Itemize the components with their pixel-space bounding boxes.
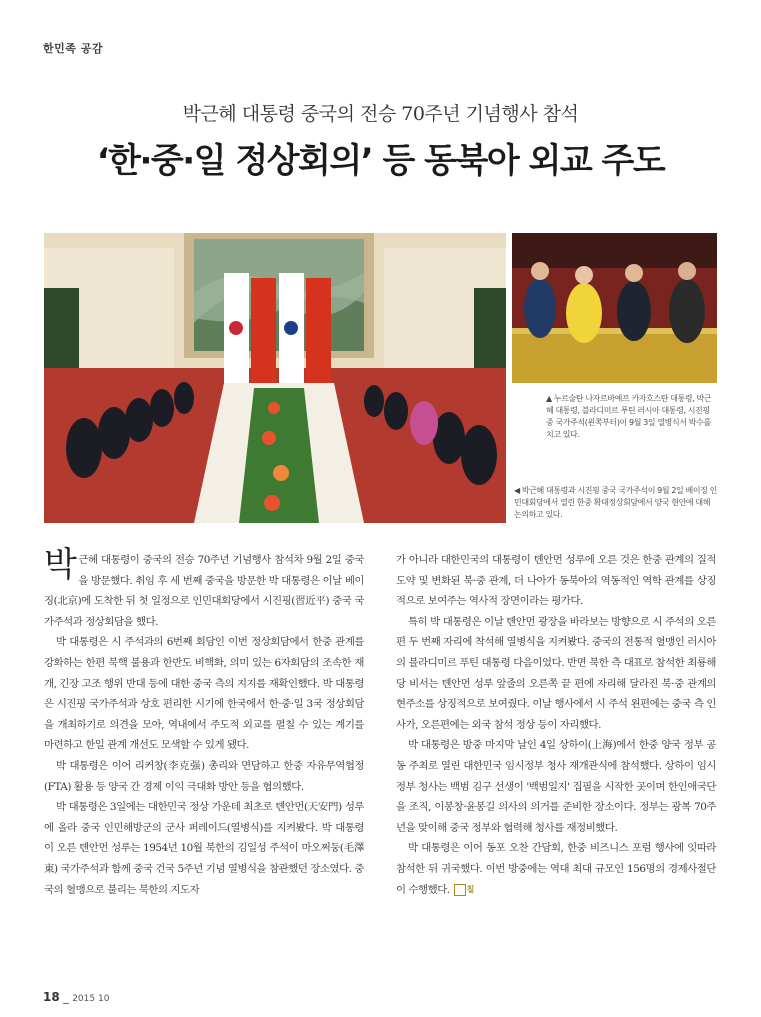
paragraph: 박 대통령은 이어 리커창(李克强) 총리와 면담하고 한중 자유무역협정(FTA) 활용 등 양국 간 경제 이익 극대화 방안 등을 협의했다. (44, 759, 364, 793)
paragraph: 박 대통령은 3일에는 대한민국 정상 가운데 최초로 톈안먼(天安門) 성루에 올라 중국 인민해방군의 군사 퍼레이드(열병식)를 지켜봤다. 박 대통령이 오른 톈안먼 성루는 1954년 10월 북한의 김일성 주석이 마오쩌둥(毛澤東) 국가주석과 함께 중국 건국 5주년 기념 열병식을 참관했던 장소였다. 중국의 혈맹으로 불리는 북한의 지도자 (44, 801, 364, 896)
page-footer (43, 990, 109, 1004)
paragraph: 특히 박 대통령은 이날 톈안먼 광장을 바라보는 방향으로 시 주석의 오른편 두 번째 자리에 착석해 열병식을 지켜봤다. 중국의 전통적 혈맹인 러시아의 블라디미르 푸틴 대통령 다음이었다. 반면 북한 측 대표로 참석한 최룡해 당 비서는 톈안먼 성루 앞줄의 오른쪽 끝 편에 자리해 달라진 북·중 관계의 현주소를 상징적으로 보여줬다. 이날 행사에서 시 주석 왼편에는 중국 측 인사가, 오른편에는 외국 참석 정상 등이 자리했다. (396, 615, 716, 731)
article-title: ‘한·중·일 정상회의’ 등 동북아 외교 주도 (96, 141, 665, 181)
paragraph: 가 아니라 대한민국의 대통령이 톈안먼 성루에 오른 것은 한중 관계의 질적 도약 및 변화된 북·중 관계, 더 나아가 동북아의 역동적인 역학 관계를 상징적으로 보여주는 역사적 장면이라는 평가다. (396, 554, 716, 608)
paragraph: 근혜 대통령이 중국의 전승 70주년 기념행사 참석차 9월 2일 중국을 방문했다. 취임 후 세 번째 중국을 방문한 박 대통령은 이날 베이징(北京)에 도착한 뒤 첫 일정으로 인민대회당에서 시진핑(習近平) 중국 국가주석과 정상회담을 했다. (44, 554, 364, 628)
summit-photo (44, 233, 506, 523)
drop-cap: 박 (44, 545, 77, 585)
end-mark-icon: 칠 (454, 884, 466, 896)
section-label: 한민족 공감 (43, 42, 103, 55)
issue-date: 2015 10 (72, 994, 110, 1004)
paragraph: 박 대통령은 시 주석과의 6번째 회담인 이번 정상회담에서 한중 관계를 강화하는 한편 북핵 불용과 한반도 비핵화, 의미 있는 6자회담의 조속한 재개, 긴장 고조 행위 반대 등에 대한 중국 측의 지지를 재확인했다. 박 대통령은 시진핑 국가주석과 상호 편리한 시기에 한국에서 한·중·일 3국 정상회담을 개최하기로 의견을 모아, 역내에서 주도적 외교를 펼칠 수 있는 계기를 마련하고 한일 관계 개선도 모색할 수 있게 됐다. (44, 636, 364, 752)
summit-caption: ◀ 박근혜 대통령과 시진핑 중국 국가주석이 9월 2일 베이징 인민대회당에서 열린 한중 확대정상회담에서 양국 현안에 대해 논의하고 있다. (514, 486, 717, 519)
parade-caption: ▲ 누르술탄 나자르바예프 카자흐스탄 대통령, 박근혜 대통령, 블라디미르 푸틴 러시아 대통령, 시진핑 중 국가주석(왼쪽부터)이 9월 3일 열병식서 박수를 치고 있다. (546, 394, 712, 439)
article-subtitle: 박근혜 대통령 중국의 전승 70주년 기념행사 참석 (182, 103, 579, 125)
paragraph: 박 대통령은 방중 마지막 날인 4일 상하이(上海)에서 한중 양국 정부 공동 주최로 열린 대한민국 임시정부 청사 재개관식에 참석했다. 상하이 임시정부 청사는 백범 김구 선생이 '백범일지' 집필을 시작한 곳이며 한인애국단을 조직, 이봉창·윤봉길 의사의 의거를 준비한 장소이다. 정부는 광복 70주년을 맞이해 중국 정부와 협력해 청사를 재정비했다. (396, 739, 716, 834)
page-number: 18 (43, 990, 60, 1004)
footer-separator: _ (59, 991, 73, 1004)
parade-photo (512, 233, 717, 383)
article-column-right (396, 550, 716, 900)
article-column-left (44, 545, 364, 900)
paragraph: 박 대통령은 이어 동포 오찬 간담회, 한중 비즈니스 포럼 행사에 잇따라 참석한 뒤 귀국했다. 이번 방중에는 역대 최대 규모인 156명의 경제사절단이 수행했다. (396, 842, 716, 896)
